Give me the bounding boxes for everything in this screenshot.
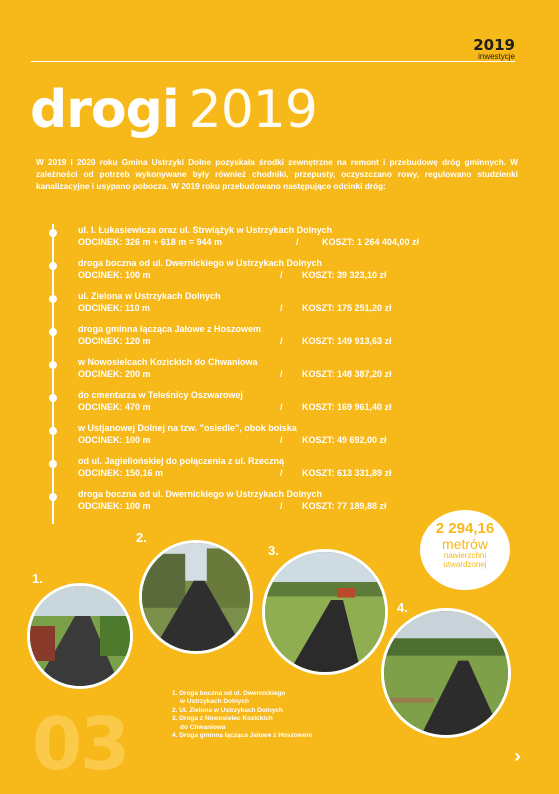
road-length: ODCINEK: 110 m (78, 303, 151, 313)
road-item (78, 257, 387, 281)
road-name: droga boczna od ul. Dwernickiego w Ustrzykach Dolnych (78, 258, 323, 268)
caption-line: 1. Droga boczna od ul. Dwernickiego (172, 690, 286, 697)
road-cost: KOSZT: 169 961,40 zł (302, 402, 392, 412)
title-bold: drogi (30, 80, 179, 140)
road-name: do cmentarza w Teleśnicy Oszwarowej (78, 390, 243, 400)
road-photo-3-image (265, 552, 385, 672)
photo-label: 4. (397, 600, 408, 615)
road-cost: KOSZT: 175 251,20 zł (302, 303, 392, 313)
timeline-dot (49, 493, 57, 501)
caption-line: 4. Droga gminna łącząca Jałowe z Hoszowem (172, 732, 313, 740)
caption-line: w Ustrzykach Dolnych (180, 698, 249, 706)
road-photo-1 (27, 583, 133, 689)
road-length: ODCINEK: 120 m (78, 336, 151, 346)
timeline-dot (49, 229, 57, 237)
header-section: inwestycje (478, 52, 515, 61)
separator: / (280, 369, 283, 379)
badge-unit: metrów (442, 536, 488, 552)
road-length: ODCINEK: 470 m (78, 402, 151, 412)
header-divider (31, 61, 515, 62)
road-name: od ul. Jagiellońskiej do połączenia z ul. Rzeczną (78, 456, 285, 466)
separator: / (280, 468, 283, 478)
separator: / (280, 402, 283, 412)
road-photo-2-image (142, 543, 250, 651)
road-name: w Nowosielcach Kozickich do Chwaniowa (78, 357, 258, 367)
road-photo-4-image (384, 611, 508, 735)
caption-line: 2. Ul. Zielona w Ustrzykach Dolnych (172, 706, 283, 714)
road-cost: KOSZT: 148 387,20 zł (302, 369, 392, 379)
badge-sub1: nawierzchni (443, 551, 487, 560)
badge-sub2: utwardzonej (443, 560, 487, 569)
road-length: ODCINEK: 150,16 m (78, 468, 164, 478)
separator: / (296, 237, 299, 247)
timeline-dot (49, 262, 57, 270)
separator: / (280, 435, 283, 445)
road-cost: KOSZT: 77 189,88 zł (302, 501, 387, 511)
road-cost: KOSZT: 49 692,00 zł (302, 435, 387, 445)
photo-captions (172, 690, 312, 740)
road-item (78, 224, 420, 248)
road-photo-1-image (30, 586, 130, 686)
road-item (78, 323, 392, 347)
timeline-dot (49, 361, 57, 369)
badge-value: 2 294,16 (435, 520, 495, 537)
road-name: ul. I. Łukasiewicza oraz ul. Strwiążyk w Ustrzykach Dolnych (78, 225, 333, 235)
intro-paragraph: W 2019 i 2020 roku Gmina Ustrzyki Dolne pozyskała środki zewnętrzne na remont i przebudowę dróg gminnych. W zależności od potrzeb wykonywane były również chodniki, przepusty, oczyszczano rowy, regulowano studzienki kanalizacyjne i usypano pobocza. W 2019 roku przebudowano następujące odcinki dróg: (36, 157, 518, 191)
total-length-badge (420, 510, 510, 590)
caption-line: do Chwaniowa (180, 723, 226, 731)
road-length: ODCINEK: 200 m (78, 369, 151, 379)
separator: / (280, 501, 283, 511)
road-name: ul. Zielona w Ustrzykach Dolnych (78, 291, 221, 301)
road-name: droga boczna od ul. Dwernickiego w Ustrzykach Dolnych (78, 489, 323, 499)
page-number: 03 (32, 702, 129, 786)
header-year: 2019 (473, 36, 515, 54)
road-item (78, 488, 387, 512)
road-item (78, 290, 392, 314)
road-cost: KOSZT: 149 913,63 zł (302, 336, 392, 346)
photo-label: 1. (32, 571, 43, 586)
timeline-dot (49, 427, 57, 435)
timeline-dot (49, 460, 57, 468)
title-light: 2019 (188, 80, 317, 140)
caption-line: 3. Droga z Nowosielec Kozickich (172, 715, 273, 723)
road-length: ODCINEK: 100 m (78, 435, 151, 445)
road-photo-4 (381, 608, 511, 738)
road-cost: KOSZT: 613 331,89 zł (302, 468, 392, 478)
page-title (30, 80, 317, 140)
separator: / (280, 336, 283, 346)
separator: / (280, 303, 283, 313)
road-name: w Ustjanowej Dolnej na tzw. "osiedle", obok boiska (78, 423, 297, 433)
photo-label: 2. (136, 530, 147, 545)
road-length: ODCINEK: 100 m (78, 270, 151, 280)
road-name: droga gminna łącząca Jałowe z Hoszowem (78, 324, 262, 334)
road-cost: KOSZT: 39 323,10 zł (302, 270, 387, 280)
timeline-dot (49, 328, 57, 336)
photo-label: 3. (268, 543, 279, 558)
road-photo-3 (262, 549, 388, 675)
road-item (78, 356, 392, 380)
road-item (78, 455, 392, 479)
timeline-dot (49, 295, 57, 303)
road-length: ODCINEK: 326 m + 618 m = 944 m (78, 237, 223, 247)
double-chevron-right-icon[interactable]: ›› (514, 746, 516, 766)
road-photo-2 (139, 540, 253, 654)
road-cost: KOSZT: 1 264 404,00 zł (322, 237, 420, 247)
road-item (78, 389, 392, 413)
road-item (78, 422, 387, 446)
timeline-dot (49, 394, 57, 402)
road-length: ODCINEK: 100 m (78, 501, 151, 511)
separator: / (280, 270, 283, 280)
